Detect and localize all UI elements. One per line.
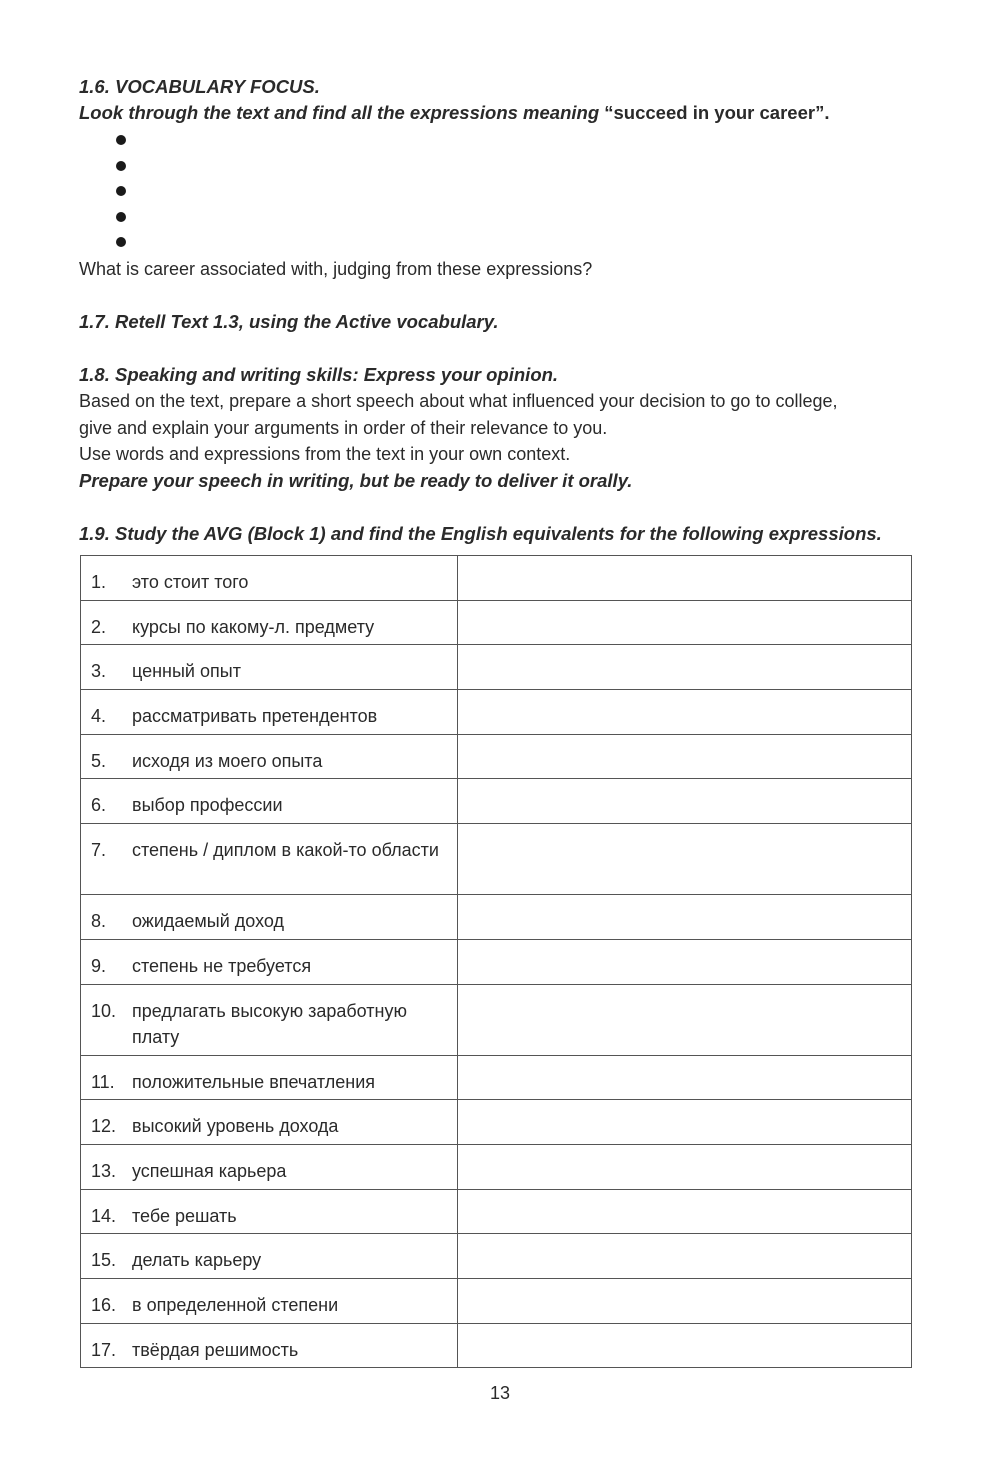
english-equivalent-cell[interactable] xyxy=(458,734,912,779)
instruction-text: Look through the text and find all the expressions meaning xyxy=(79,102,605,123)
page-number: 13 xyxy=(489,1383,511,1403)
russian-term-cell xyxy=(81,1100,458,1145)
row-number: 3. xyxy=(91,661,107,682)
row-number: 5. xyxy=(91,750,107,771)
russian-term: тебе решать xyxy=(132,1205,237,1226)
english-equivalent-cell[interactable] xyxy=(458,939,912,984)
table-row xyxy=(81,1100,912,1145)
russian-term-cell xyxy=(81,734,458,779)
russian-term-cell xyxy=(81,556,458,601)
table-row xyxy=(81,824,912,895)
russian-term-cell xyxy=(81,1055,458,1100)
english-equivalent-cell[interactable] xyxy=(458,690,912,735)
russian-term: ценный опыт xyxy=(132,661,241,682)
table-row xyxy=(81,779,912,824)
table-row xyxy=(81,600,912,645)
section-1-8-line-2: give and explain your arguments in order of their relevance to you. xyxy=(79,417,608,438)
row-number: 12. xyxy=(91,1116,117,1137)
russian-term-cell xyxy=(81,939,458,984)
russian-term-cell xyxy=(81,1189,458,1234)
table-row xyxy=(81,690,912,735)
table-row xyxy=(81,1144,912,1189)
worksheet-page xyxy=(79,74,919,547)
row-number: 8. xyxy=(91,911,107,932)
section-1-6-instruction xyxy=(79,100,919,126)
section-1-8-title: 1.8. Speaking and writing skills: Express your opinion. xyxy=(79,364,559,385)
russian-term-cell xyxy=(81,824,458,895)
russian-term: курсы по какому-л. предмету xyxy=(132,616,375,637)
section-1-8-line-3: Use words and expressions from the text in your own context. xyxy=(79,444,571,464)
russian-term: твёрдая решимость xyxy=(132,1339,299,1360)
russian-term-cell xyxy=(81,984,458,1055)
row-number: 6. xyxy=(91,795,107,816)
section-1-7-title: 1.7. Retell Text 1.3, using the Active vocabulary. xyxy=(79,311,499,332)
row-number: 17. xyxy=(91,1339,117,1360)
russian-term: успешная карьера xyxy=(132,1160,287,1181)
bullet-item xyxy=(116,128,919,154)
russian-term-cell xyxy=(81,1278,458,1323)
table-row xyxy=(81,734,912,779)
russian-term: рассматривать претендентов xyxy=(132,706,378,727)
russian-term: степень / диплом в какой-то области xyxy=(132,840,439,861)
russian-term-cell xyxy=(81,645,458,690)
russian-term: это стоит того xyxy=(132,572,249,592)
russian-term: ожидаемый доход xyxy=(132,911,285,932)
bullet-dot-icon xyxy=(116,212,126,222)
russian-term-cell xyxy=(81,690,458,735)
russian-term: выбор профессии xyxy=(132,795,283,816)
table-row xyxy=(81,1055,912,1100)
english-equivalent-cell[interactable] xyxy=(458,645,912,690)
section-1-8 xyxy=(79,362,919,494)
english-equivalent-cell[interactable] xyxy=(458,824,912,895)
row-number: 16. xyxy=(91,1294,117,1315)
english-equivalent-cell[interactable] xyxy=(458,984,912,1055)
section-1-9 xyxy=(79,521,919,547)
bullet-dot-icon xyxy=(116,161,126,171)
russian-term-cell xyxy=(81,1323,458,1368)
vocabulary-table xyxy=(80,555,912,1368)
bullet-item xyxy=(116,230,919,256)
table-row xyxy=(81,1278,912,1323)
row-number: 13. xyxy=(91,1160,117,1181)
russian-term: делать карьеру xyxy=(132,1250,262,1271)
english-equivalent-cell[interactable] xyxy=(458,1234,912,1279)
row-number: 10. xyxy=(91,1000,117,1021)
english-equivalent-cell[interactable] xyxy=(458,1100,912,1145)
table-row xyxy=(81,556,912,601)
row-number: 11. xyxy=(91,1071,115,1092)
expression-bullet-list xyxy=(79,128,919,256)
bullet-item xyxy=(116,179,919,205)
english-equivalent-cell[interactable] xyxy=(458,1323,912,1368)
table-row xyxy=(81,984,912,1055)
russian-term-cell xyxy=(81,895,458,940)
russian-term: степень не требуется xyxy=(132,955,312,976)
table-row xyxy=(81,895,912,940)
row-number: 14. xyxy=(91,1205,117,1226)
russian-term: положительные впечатления xyxy=(132,1071,376,1092)
row-number: 1. xyxy=(91,572,107,592)
russian-term-cell xyxy=(81,600,458,645)
russian-term: предлагать высокую заработную плату xyxy=(132,1000,407,1047)
section-1-6-question: What is career associated with, judging from these expressions? xyxy=(79,258,593,279)
english-equivalent-cell[interactable] xyxy=(458,600,912,645)
russian-term-cell xyxy=(81,1234,458,1279)
row-number: 4. xyxy=(91,706,107,727)
section-1-6-title: 1.6. VOCABULARY FOCUS. xyxy=(79,76,320,97)
row-number: 2. xyxy=(91,616,107,637)
row-number: 9. xyxy=(91,955,107,976)
bullet-dot-icon xyxy=(116,135,126,145)
russian-term-cell xyxy=(81,1144,458,1189)
bullet-item xyxy=(116,154,919,180)
russian-term-cell xyxy=(81,779,458,824)
row-number: 7. xyxy=(91,840,107,861)
section-1-8-emphasis: Prepare your speech in writing, but be ready to deliver it orally. xyxy=(79,469,633,491)
row-number: 15. xyxy=(91,1250,117,1271)
english-equivalent-cell[interactable] xyxy=(458,1055,912,1100)
english-equivalent-cell[interactable] xyxy=(458,1144,912,1189)
english-equivalent-cell[interactable] xyxy=(458,895,912,940)
table-row xyxy=(81,1189,912,1234)
instruction-quote: “succeed in your career”. xyxy=(604,102,830,123)
section-1-8-line-1: Based on the text, prepare a short speech about what influenced your decision to go to college, xyxy=(79,391,838,411)
table-row xyxy=(81,1234,912,1279)
table-row xyxy=(81,645,912,690)
section-1-9-title: 1.9. Study the AVG (Block 1) and find the English equivalents for the following expressions. xyxy=(79,522,882,544)
bullet-dot-icon xyxy=(116,186,126,196)
english-equivalent-cell[interactable] xyxy=(458,1278,912,1323)
table-row xyxy=(81,939,912,984)
russian-term: исходя из моего опыта xyxy=(132,750,323,771)
table-row xyxy=(81,1323,912,1368)
english-equivalent-cell[interactable] xyxy=(458,556,912,601)
russian-term: в определенной степени xyxy=(132,1294,339,1315)
bullet-dot-icon xyxy=(116,237,126,247)
english-equivalent-cell[interactable] xyxy=(458,1189,912,1234)
english-equivalent-cell[interactable] xyxy=(458,779,912,824)
russian-term: высокий уровень дохода xyxy=(132,1116,339,1137)
section-1-7 xyxy=(79,309,919,335)
bullet-item xyxy=(116,205,919,231)
